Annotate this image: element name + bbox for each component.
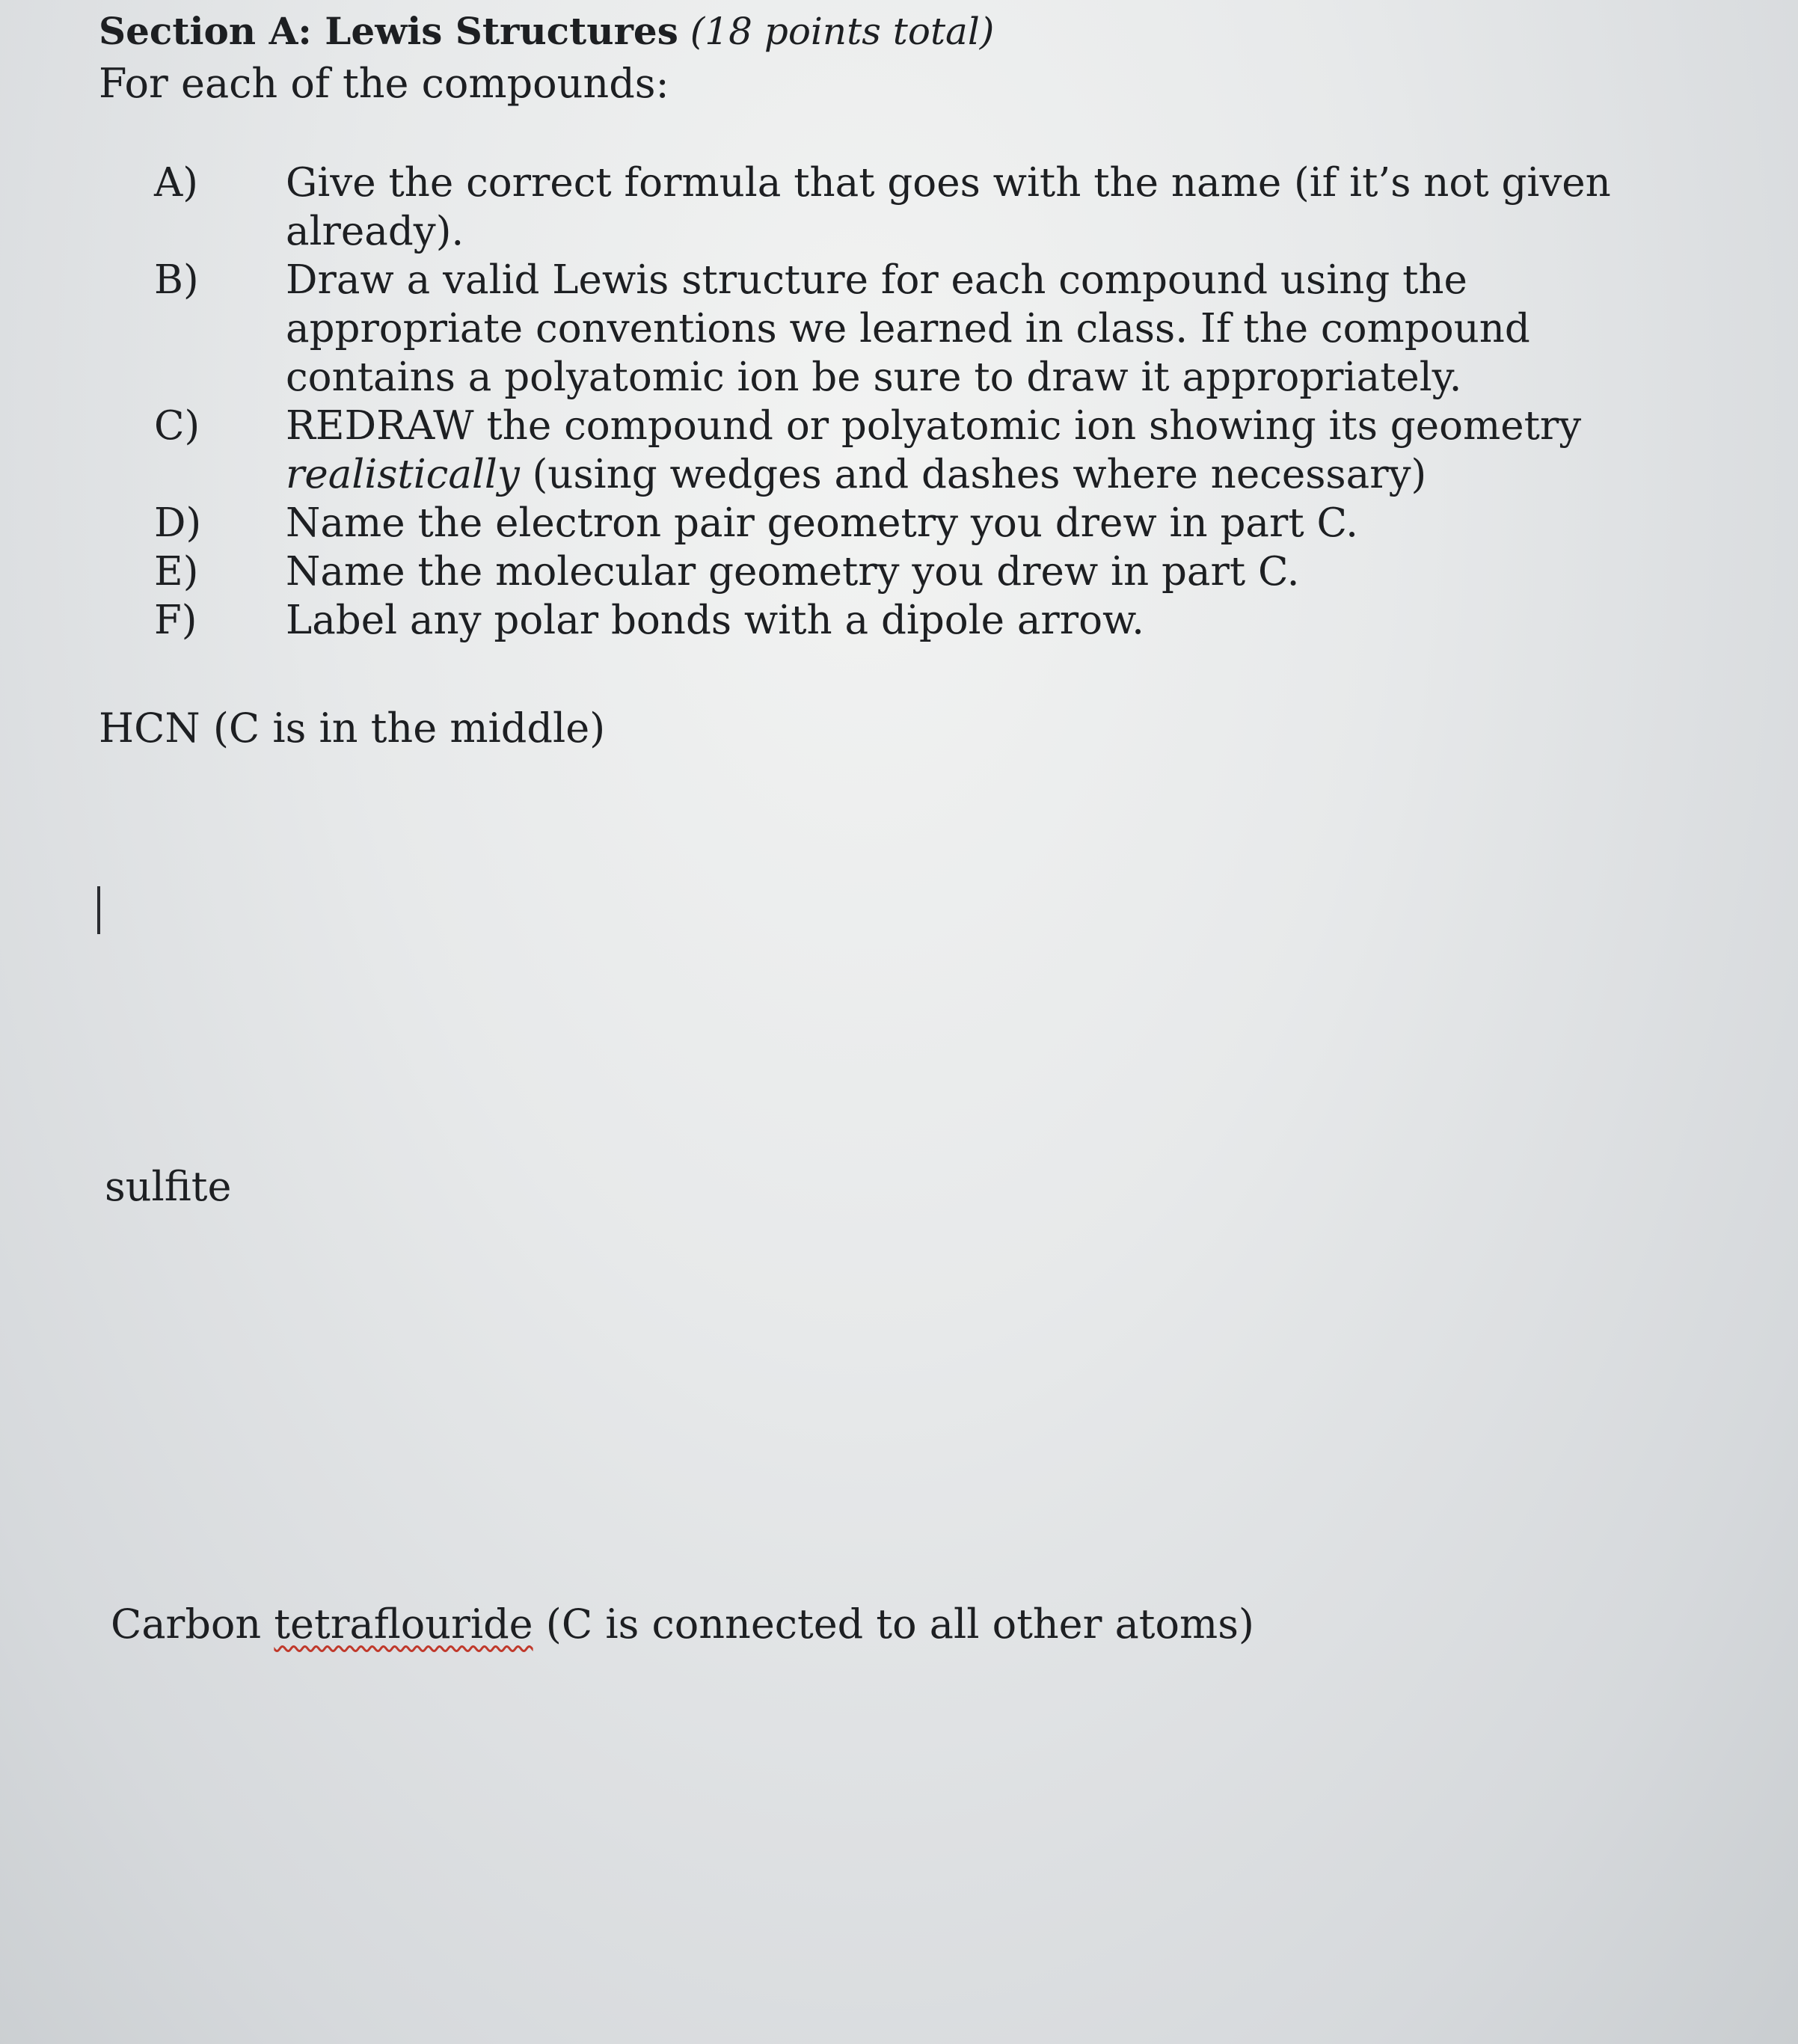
- instruction-item-c: [154, 402, 1710, 499]
- prompt-hcn: HCN (C is in the middle): [99, 705, 606, 752]
- instruction-list: [154, 159, 1710, 645]
- instruction-letter: C): [154, 403, 200, 449]
- instruction-text: Name the electron pair geometry you drew in part C.: [286, 500, 1359, 546]
- instruction-letter: A): [154, 160, 198, 206]
- instruction-letter: F): [154, 598, 197, 643]
- intro-text: For each of the compounds:: [99, 60, 669, 107]
- instruction-letter: B): [154, 257, 199, 303]
- misspelled-word[interactable]: tetraflouride: [274, 1600, 533, 1648]
- instruction-text: Give the correct formula that goes with the name (if it’s not given already).: [286, 160, 1611, 254]
- instruction-item-e: [154, 547, 1710, 596]
- instruction-text: Draw a valid Lewis structure for each compound using the appropriate conventions we learned in class. If the compound contains a polyatomic ion be sure to draw it appropriately.: [286, 257, 1530, 400]
- prompt-text-part: (C is connected to all other atoms): [533, 1600, 1254, 1648]
- prompt-sulfite: sulfite: [105, 1163, 232, 1210]
- section-label: Section A: Lewis Structures: [99, 9, 678, 53]
- prompt-carbon-tetrafluoride: [111, 1600, 1254, 1648]
- instruction-text-part: REDRAW the compound or polyatomic ion showing its geometry: [286, 403, 1582, 449]
- instruction-text: [286, 402, 1710, 499]
- prompt-text-part: Carbon: [111, 1600, 274, 1648]
- instruction-text: Label any polar bonds with a dipole arrow.: [286, 598, 1144, 643]
- points-label: (18 points total): [690, 10, 995, 53]
- text-cursor[interactable]: [97, 886, 100, 934]
- instruction-emphasis: realistically: [286, 452, 520, 497]
- instruction-item-f: [154, 596, 1710, 645]
- instruction-text: Name the molecular geometry you drew in part C.: [286, 549, 1300, 595]
- instruction-item-b: [154, 256, 1710, 402]
- section-title: [99, 9, 994, 53]
- instruction-item-a: [154, 159, 1710, 256]
- instruction-item-d: [154, 499, 1710, 547]
- instruction-text-part: (using wedges and dashes where necessary): [519, 452, 1427, 497]
- instruction-letter: D): [154, 500, 202, 546]
- instruction-letter: E): [154, 549, 199, 595]
